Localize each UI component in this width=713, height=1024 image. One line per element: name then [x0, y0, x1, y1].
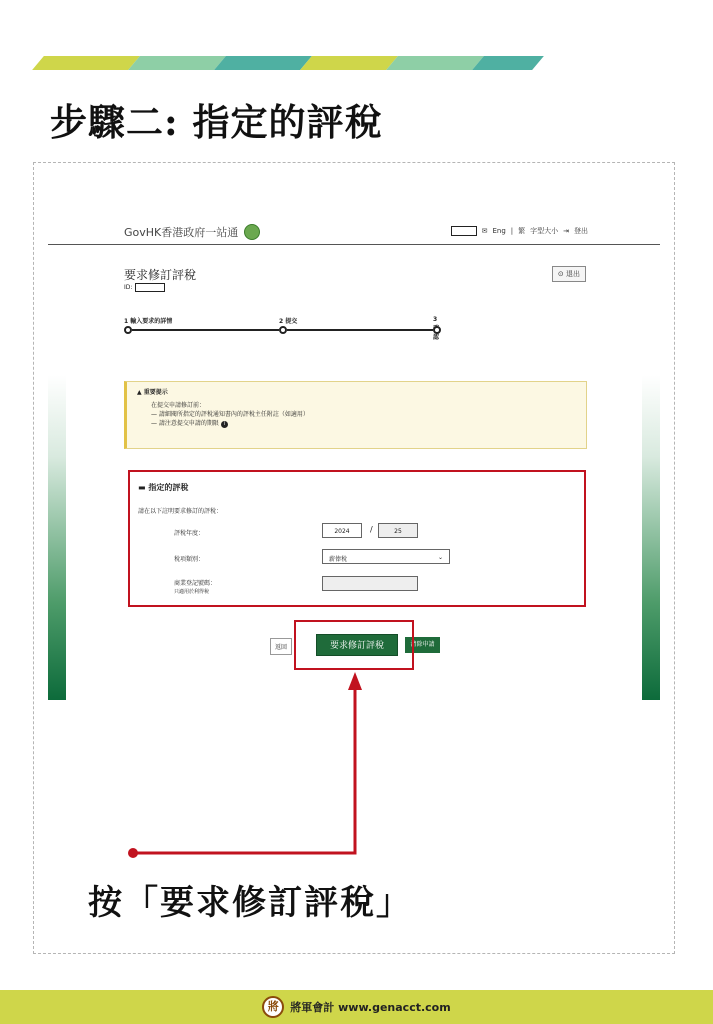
- chevron-down-icon: ⌄: [437, 554, 443, 561]
- section-bar-icon: ▬: [138, 483, 149, 492]
- page-title: 步驟二: 指定的評稅: [50, 100, 383, 144]
- step-3-label: 3 認: [433, 316, 440, 341]
- font-size-link[interactable]: 字型大小: [530, 227, 559, 235]
- request-revision-button[interactable]: 要求修訂評稅: [316, 634, 398, 656]
- clear-application-button[interactable]: 清除申請: [405, 637, 440, 653]
- year-label: 評稅年度：: [174, 530, 205, 537]
- notice-title: 重要提示: [143, 389, 168, 396]
- warning-icon: ▲: [137, 389, 144, 396]
- arrow-head-icon: [348, 672, 362, 690]
- id-label: ID:: [124, 284, 133, 291]
- form-title: 要求修訂評稅: [124, 268, 197, 282]
- tax-type-value: 薪俸稅: [329, 556, 348, 563]
- logout-icon[interactable]: ⇥: [563, 227, 569, 235]
- exit-label: 退出: [566, 270, 580, 278]
- arrow-origin-dot: [128, 848, 138, 858]
- arrow-line: [133, 688, 355, 853]
- notice-item: — 請細閱所指定的評稅通知書內的評稅主任附註（如適用）: [151, 411, 309, 418]
- assessment-title: 指定的評稅: [148, 483, 189, 492]
- year-from-input[interactable]: 2024: [322, 523, 362, 538]
- back-button[interactable]: 返回: [270, 638, 292, 655]
- footer-bar: [0, 990, 713, 1024]
- notice-intro: 在提交申請修訂前：: [151, 402, 206, 409]
- lang-en-link[interactable]: Eng: [492, 227, 506, 235]
- br-number-note: 只適用於利得稅: [174, 589, 210, 595]
- notice-item: — 請注意提交申請的期限: [151, 420, 219, 427]
- instruction-text: 按「要求修訂評稅」: [88, 883, 412, 923]
- mail-icon[interactable]: ✉: [481, 227, 488, 235]
- tax-type-label: 稅項類別：: [174, 556, 205, 563]
- govhk-logo: GovHK香港政府一站通: [124, 226, 239, 239]
- exit-button[interactable]: ⊙ 退出: [552, 266, 586, 282]
- assessment-instruction: 請在以下註明要求修訂的評稅：: [138, 508, 223, 515]
- step-1-label: 1 輸入要求的詳情: [124, 318, 173, 325]
- footer-company-text: 將軍會計 www.genacct.com: [290, 1001, 451, 1014]
- year-to-input[interactable]: 25: [378, 523, 418, 538]
- year-separator: /: [370, 525, 373, 534]
- company-logo: 將: [262, 996, 284, 1018]
- logout-link[interactable]: 登出: [574, 227, 588, 235]
- govhk-utility-bar: ✉ Eng | 繁 字型大小 ⇥ 登出: [451, 226, 588, 236]
- lang-tc-link[interactable]: 繁: [518, 227, 526, 235]
- br-number-label: 商業登記號碼：: [174, 580, 217, 587]
- info-icon[interactable]: i: [221, 421, 228, 428]
- step-2-label: 2 提交: [279, 318, 298, 325]
